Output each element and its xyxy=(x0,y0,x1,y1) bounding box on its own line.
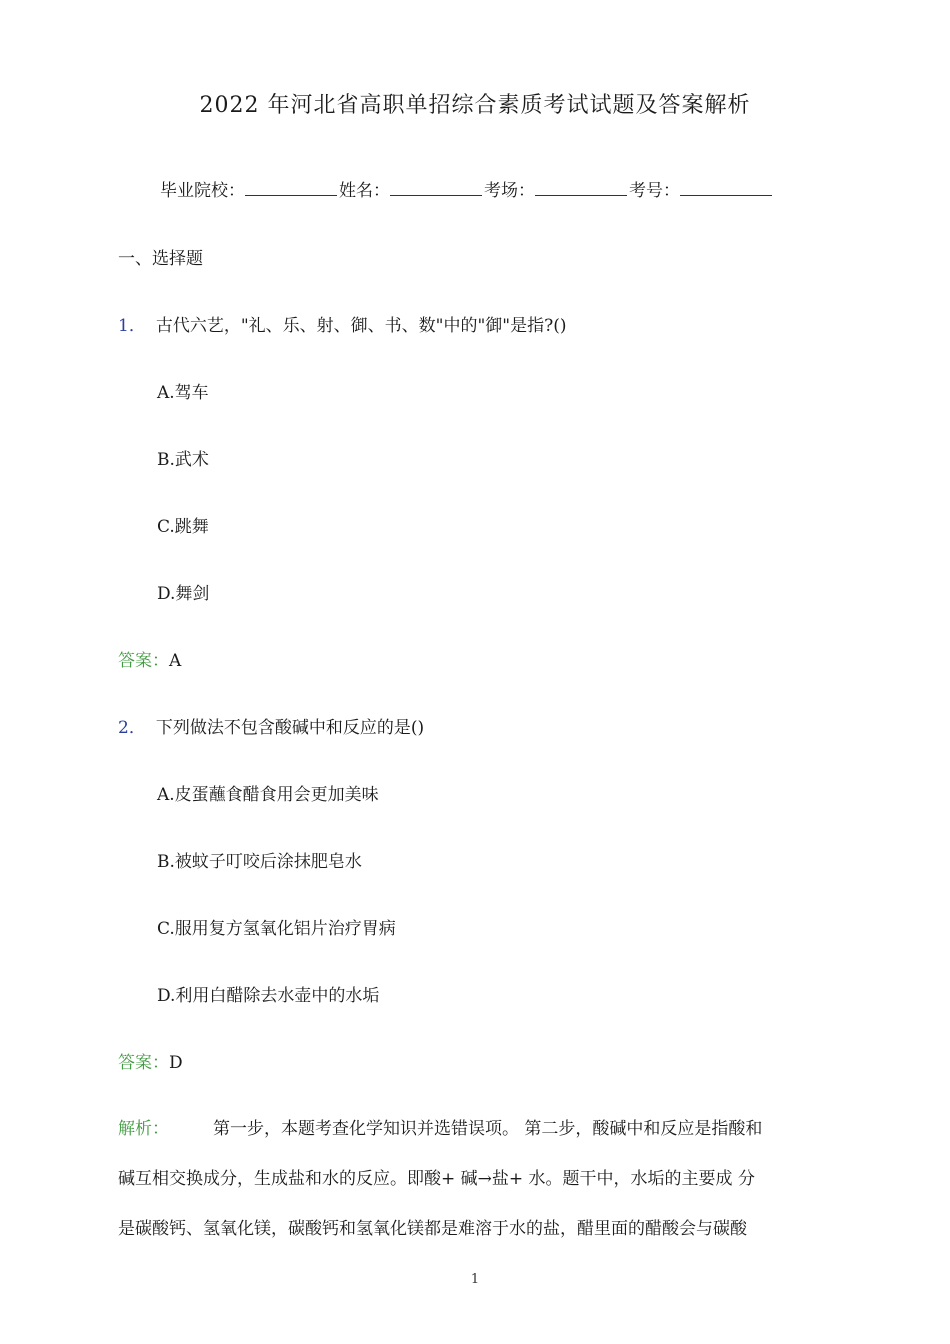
analysis-label: 解析： xyxy=(118,1119,169,1139)
question-1-text: 古代六艺，"礼、乐、射、御、书、数"中的"御"是指?() xyxy=(155,316,567,336)
venue-blank xyxy=(535,179,627,196)
document-title: 2022 年河北省高职单招综合素质考试试题及答案解析 xyxy=(199,93,751,118)
question-2-text: 下列做法不包含酸碱中和反应的是() xyxy=(155,718,425,738)
name-blank xyxy=(390,179,482,196)
analysis-line-1 xyxy=(118,1114,838,1139)
venue-label: 考场： xyxy=(484,181,535,201)
answer-label: 答案： xyxy=(118,1053,169,1073)
question-1 xyxy=(118,311,566,336)
answer-value: A xyxy=(169,651,182,671)
number-label: 考号： xyxy=(629,181,680,201)
analysis-line-3: 是碳酸钙、氢氧化镁，碳酸钙和氢氧化镁都是难溶于水的盐，醋里面的醋酸会与碳酸 xyxy=(118,1219,747,1239)
answer-value: D xyxy=(169,1053,183,1073)
analysis-line-2: 碱互相交换成分，生成盐和水的反应。即酸+ 碱→盐+ 水。题干中，水垢的主要成 分 xyxy=(118,1169,755,1189)
question-1-option-a: A.驾车 xyxy=(157,383,209,403)
answer-label: 答案： xyxy=(118,651,169,671)
question-2-option-d: D.利用白醋除去水壶中的水垢 xyxy=(157,986,380,1006)
school-blank xyxy=(245,179,337,196)
question-1-option-d: D.舞剑 xyxy=(157,584,210,604)
question-2-number: 2． xyxy=(118,718,146,738)
question-1-option-b: B.武术 xyxy=(157,450,209,470)
question-2-option-b: B.被蚊子叮咬后涂抹肥皂水 xyxy=(157,852,362,872)
analysis-text-1: 第一步，本题考查化学知识并选错误项。 第二步，酸碱中和反应是指酸和 xyxy=(213,1119,763,1139)
question-2-option-a: A.皮蛋蘸食醋食用会更加美味 xyxy=(157,785,379,805)
question-2-option-c: C.服用复方氢氧化铝片治疗胃病 xyxy=(157,919,396,939)
exam-info-row xyxy=(160,176,774,201)
question-1-option-c: C.跳舞 xyxy=(157,517,209,537)
school-label: 毕业院校： xyxy=(160,181,245,201)
question-2 xyxy=(118,713,424,738)
number-blank xyxy=(680,179,772,196)
question-2-answer xyxy=(118,1048,183,1073)
question-1-answer xyxy=(118,646,181,671)
name-label: 姓名： xyxy=(339,181,390,201)
section-title: 一、选择题 xyxy=(118,249,203,269)
question-1-number: 1． xyxy=(118,316,146,336)
page-number: 1 xyxy=(470,1272,480,1287)
